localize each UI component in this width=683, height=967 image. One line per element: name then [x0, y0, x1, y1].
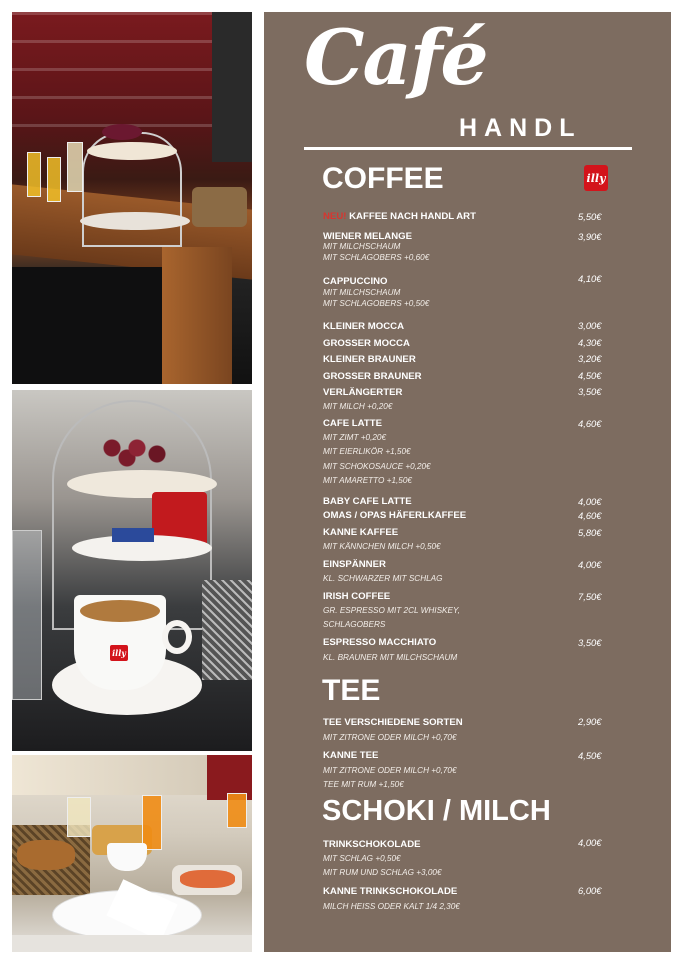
section-title-schoki-milch: SCHOKI / MILCH	[322, 795, 551, 827]
illy-cup-logo: illy	[110, 645, 128, 661]
item-note: MIT MILCH +0,20€	[323, 402, 393, 411]
menu-item-kanne-kaffee: KANNE KAFFEE	[323, 527, 399, 538]
item-price: 7,50€	[578, 591, 602, 602]
menu-item-irish-coffee: IRISH COFFEE	[323, 591, 391, 602]
menu-item-einspaenner: EINSPÄNNER	[323, 559, 386, 570]
item-price: 3,20€	[578, 353, 602, 364]
item-note: MIT ZIMT +0,20€	[323, 433, 387, 442]
item-note: MIT RUM UND SCHLAG +3,00€	[323, 868, 442, 877]
item-note: MIT ZITRONE ODER MILCH +0,70€	[323, 733, 457, 742]
menu-item-kleiner-brauner: KLEINER BRAUNER	[323, 354, 416, 365]
item-price: 3,00€	[578, 320, 602, 331]
section-title-coffee: COFFEE	[322, 162, 444, 195]
menu-item-cappuccino: CAPPUCCINO	[323, 276, 388, 287]
item-price: 3,50€	[578, 386, 602, 397]
item-price: 4,30€	[578, 337, 602, 348]
item-price: 5,50€	[578, 211, 602, 222]
item-note: MIT KÄNNCHEN MILCH +0,50€	[323, 542, 441, 551]
logo-divider	[304, 147, 632, 150]
item-note: MIT ZITRONE ODER MILCH +0,70€	[323, 766, 457, 775]
menu-item-kanne-tee: KANNE TEE	[323, 750, 379, 761]
menu-item-cafe-latte: CAFE LATTE	[323, 418, 382, 429]
photo-breakfast-table	[12, 755, 252, 952]
item-note: KL. SCHWARZER MIT SCHLAG	[323, 574, 443, 583]
item-price: 6,00€	[578, 885, 602, 896]
new-tag: NEU!	[323, 211, 347, 222]
logo-name: HANDL	[459, 114, 582, 142]
item-note: MIT SCHOKOSAUCE +0,20€	[323, 462, 431, 471]
item-price: 2,90€	[578, 716, 602, 727]
menu-item-kaffee-nach-handl-art	[323, 212, 476, 222]
item-note: SCHLAGOBERS	[323, 620, 386, 629]
item-price: 3,50€	[578, 637, 602, 648]
item-note: GR. ESPRESSO MIT 2CL WHISKEY,	[323, 606, 460, 615]
menu-item-trinkschokolade: TRINKSCHOKOLADE	[323, 839, 421, 850]
menu-item-wiener-melange: WIENER MELANGE	[323, 231, 413, 242]
item-note: MIT AMARETTO +1,50€	[323, 476, 412, 485]
photo-breakfast-bar	[12, 12, 252, 384]
menu-item-baby-cafe-latte: BABY CAFE LATTE	[323, 496, 412, 507]
menu-item-verlaengerter: VERLÄNGERTER	[323, 387, 403, 398]
menu-item-grosser-brauner: GROSSER BRAUNER	[323, 371, 422, 382]
item-price: 4,00€	[578, 496, 602, 507]
item-note: MIT MILCHSCHAUM	[323, 242, 401, 251]
item-price: 3,90€	[578, 231, 602, 242]
item-price: 4,00€	[578, 559, 602, 570]
menu-item-kanne-trinkschokolade: KANNE TRINKSCHOKOLADE	[323, 886, 458, 897]
item-price: 5,80€	[578, 527, 602, 538]
item-note: TEE MIT RUM +1,50€	[323, 780, 404, 789]
item-price: 4,10€	[578, 273, 602, 284]
menu-item-tee-sorten: TEE VERSCHIEDENE SORTEN	[323, 717, 463, 728]
item-note: MIT EIERLIKÖR +1,50€	[323, 447, 411, 456]
item-price: 4,60€	[578, 510, 602, 521]
menu-item-grosser-mocca: GROSSER MOCCA	[323, 338, 410, 349]
photo-etagere-coffee	[12, 390, 252, 751]
item-price: 4,60€	[578, 418, 602, 429]
item-note: MILCH HEISS ODER KALT 1/4 2,30€	[323, 902, 460, 911]
item-note: KL. BRAUNER MIT MILCHSCHAUM	[323, 653, 458, 662]
section-title-tee: TEE	[322, 674, 381, 707]
item-note: MIT SCHLAG +0,50€	[323, 854, 401, 863]
logo-script: Café	[304, 13, 487, 102]
item-note: MIT SCHLAGOBERS +0,50€	[323, 299, 430, 308]
item-price: 4,00€	[578, 837, 602, 848]
menu-item-espresso-macchiato: ESPRESSO MACCHIATO	[323, 637, 437, 648]
menu-panel	[264, 12, 671, 952]
item-name: KAFFEE NACH HANDL ART	[349, 211, 476, 222]
illy-logo: illy	[584, 165, 608, 191]
item-note: MIT SCHLAGOBERS +0,60€	[323, 253, 430, 262]
item-note: MIT MILCHSCHAUM	[323, 288, 401, 297]
item-price: 4,50€	[578, 750, 602, 761]
item-price: 4,50€	[578, 370, 602, 381]
menu-item-kleiner-mocca: KLEINER MOCCA	[323, 321, 405, 332]
menu-item-haeferlkaffee: OMAS / OPAS HÄFERLKAFFEE	[323, 510, 467, 521]
